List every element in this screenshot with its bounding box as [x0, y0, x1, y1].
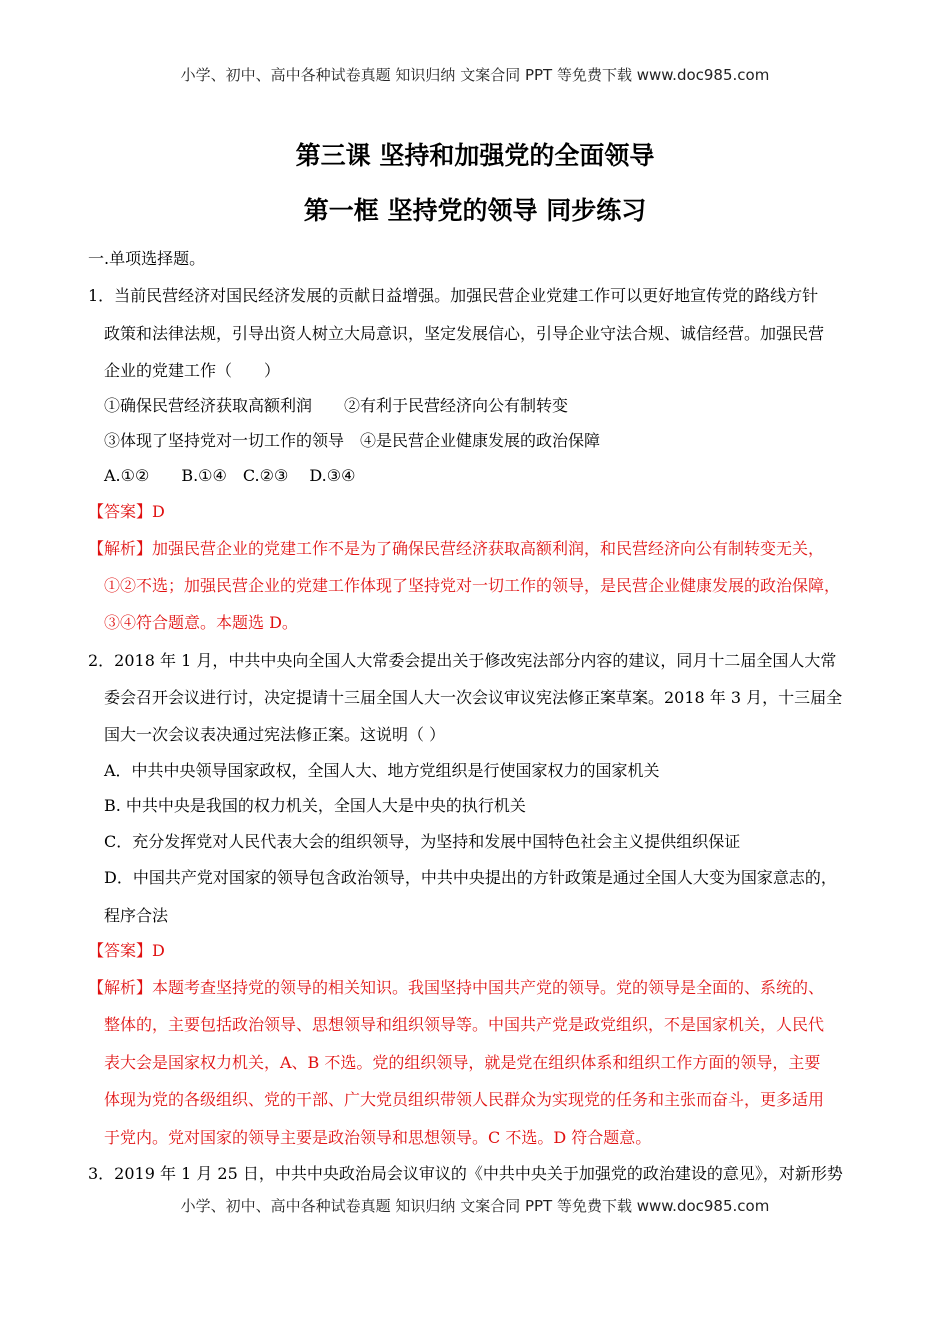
q1-analysis-line-3: ③④符合题意。本题选 D。	[104, 613, 298, 632]
q2-analysis-line-1: 【解析】本题考查坚持党的领导的相关知识。我国坚持中国共产党的领导。党的领导是全面的、系统的、	[88, 978, 825, 997]
q2-option-b: B. 中共中央是我国的权力机关，全国人大是中央的执行机关	[104, 796, 526, 815]
q2-analysis-line-3: 表大会是国家权力机关，A、B 不选。党的组织领导，就是党在组织体系和组织工作方面的领导，主要	[104, 1053, 821, 1072]
q1-option-line-1: ①确保民营经济获取高额利润 ②有利于民营经济向公有制转变	[104, 396, 569, 415]
q1-analysis-line-2: ①②不选；加强民营企业的党建工作体现了坚持党对一切工作的领导，是民营企业健康发展的政治保障，	[104, 576, 841, 595]
q1-answer: 【答案】D	[88, 502, 165, 521]
section-title: 第一框 坚持党的领导 同步练习	[303, 196, 647, 225]
q1-stem-line-2: 政策和法律法规，引导出资人树立大局意识，坚定发展信心，引导企业守法合规、诚信经营。加强民营	[104, 324, 825, 343]
q1-option-line-2: ③体现了坚持党对一切工作的领导 ④是民营企业健康发展的政治保障	[104, 431, 601, 450]
q2-option-d: D．中国共产党对国家的领导包含政治领导，中共中央提出的方针政策是通过全国人大变为国家意志的，	[104, 868, 837, 887]
question-type-heading: 一.单项选择题。	[88, 249, 206, 268]
q2-option-d-continued: 程序合法	[104, 906, 169, 925]
q1-analysis-line-1: 【解析】加强民营企业的党建工作不是为了确保民营经济获取高额利润，和民营经济向公有制转变无关，	[88, 539, 825, 558]
page-header: 小学、初中、高中各种试卷真题 知识归纳 文案合同 PPT 等免费下载 www.doc985.com	[180, 66, 770, 84]
page-footer: 小学、初中、高中各种试卷真题 知识归纳 文案合同 PPT 等免费下载 www.doc985.com	[180, 1197, 770, 1215]
q1-stem-line-1: 1．当前民营经济对国民经济发展的贡献日益增强。加强民营企业党建工作可以更好地宣传党的路线方针	[88, 286, 819, 305]
q2-stem-line-1: 2．2018 年 1 月，中共中央向全国人大常委会提出关于修改宪法部分内容的建议，同月十二届全国人大常	[88, 651, 837, 670]
lesson-title: 第三课 坚持和加强党的全面领导	[295, 141, 655, 170]
q1-stem-line-3: 企业的党建工作（ ）	[104, 361, 281, 380]
q2-stem-line-3: 国大一次会议表决通过宪法修正案。这说明（ ）	[104, 725, 446, 744]
q1-choices: A.①② B.①④ C.②③ D.③④	[104, 466, 356, 485]
q2-stem-line-2: 委会召开会议进行讨，决定提请十三届全国人大一次会议审议宪法修正案草案。2018 年 3 月，十三届全	[104, 688, 843, 707]
q2-analysis-line-5: 于党内。党对国家的领导主要是政治领导和思想领导。C 不选。D 符合题意。	[104, 1128, 652, 1147]
q2-answer: 【答案】D	[88, 941, 165, 960]
q2-analysis-line-2: 整体的，主要包括政治领导、思想领导和组织领导等。中国共产党是政党组织，不是国家机关，人民代	[104, 1015, 825, 1034]
q3-stem-line-1: 3．2019 年 1 月 25 日，中共中央政治局会议审议的《中共中央关于加强党的政治建设的意见》，对新形势	[88, 1164, 843, 1183]
q2-option-c: C．充分发挥党对人民代表大会的组织领导，为坚持和发展中国特色社会主义提供组织保证	[104, 832, 741, 851]
q2-analysis-line-4: 体现为党的各级组织、党的干部、广大党员组织带领人民群众为实现党的任务和主张而奋斗，更多适用	[104, 1090, 825, 1109]
q2-option-a: A．中共中央领导国家政权，全国人大、地方党组织是行使国家权力的国家机关	[104, 761, 660, 780]
